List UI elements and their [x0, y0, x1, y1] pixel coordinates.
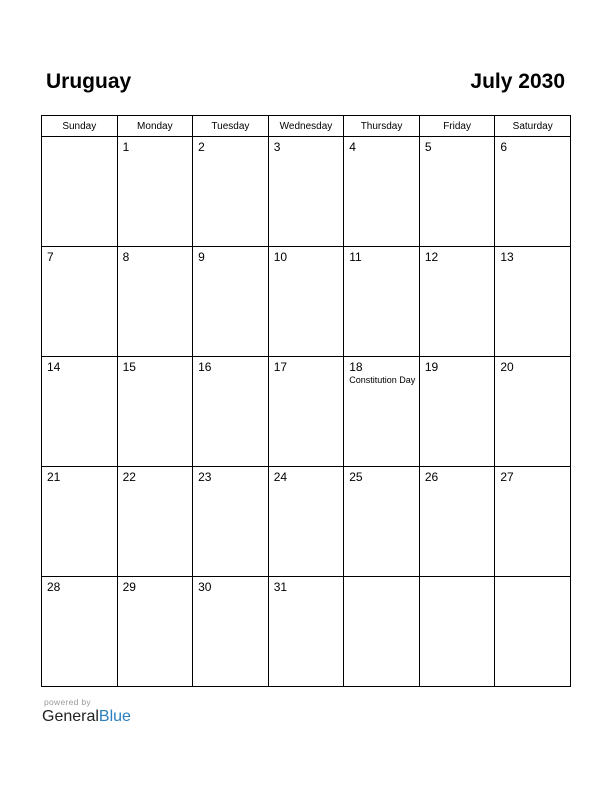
- day-number: 21: [47, 470, 61, 484]
- day-number: 30: [198, 580, 212, 594]
- weekday-saturday: Saturday: [495, 116, 571, 137]
- day-number: 26: [424, 470, 439, 484]
- day-number: 13: [500, 250, 514, 264]
- weekday-wednesday: Wednesday: [268, 116, 344, 137]
- day-cell: [117, 467, 193, 577]
- day-cell: [193, 137, 269, 247]
- day-cell: [117, 247, 193, 357]
- weekday-monday: Monday: [117, 116, 193, 137]
- week-row-4: [42, 467, 571, 577]
- day-cell: [117, 357, 193, 467]
- day-number: 22: [122, 470, 136, 484]
- day-number: [42, 137, 117, 140]
- week-row-1: [42, 137, 571, 247]
- day-cell: [419, 247, 495, 357]
- day-number: 23: [198, 470, 212, 484]
- generalblue-logo[interactable]: [42, 708, 131, 726]
- day-number: 5: [424, 140, 432, 154]
- month-year-title: July 2030: [470, 70, 565, 93]
- week-row-2: [42, 247, 571, 357]
- day-number: 19: [424, 360, 439, 374]
- weekday-friday: Friday: [419, 116, 495, 137]
- day-number: 20: [500, 360, 514, 374]
- day-number: 28: [47, 580, 61, 594]
- day-cell: [193, 577, 269, 687]
- day-number: 16: [198, 360, 212, 374]
- day-cell: [117, 137, 193, 247]
- day-cell: [42, 247, 118, 357]
- day-cell: [495, 357, 571, 467]
- day-cell: [42, 467, 118, 577]
- day-number: 9: [198, 250, 205, 264]
- day-number: 2: [198, 140, 205, 154]
- weekday-thursday: Thursday: [344, 116, 420, 137]
- day-cell: [268, 137, 344, 247]
- weekday-sunday: Sunday: [42, 116, 118, 137]
- day-cell: [344, 577, 420, 687]
- day-cell: [344, 247, 420, 357]
- day-number: 7: [47, 250, 54, 264]
- day-number: 11: [349, 250, 362, 264]
- day-cell: [193, 247, 269, 357]
- day-number: 17: [273, 360, 288, 374]
- day-cell: [495, 137, 571, 247]
- week-row-5: [42, 577, 571, 687]
- day-number: [344, 577, 419, 580]
- day-number: 31: [273, 580, 288, 594]
- day-cell: [42, 357, 118, 467]
- weekday-header-row: [42, 116, 571, 137]
- brand-general: General: [42, 708, 99, 725]
- day-number: 14: [47, 360, 61, 374]
- day-cell: [268, 577, 344, 687]
- day-cell: [495, 247, 571, 357]
- day-number: 24: [273, 470, 288, 484]
- day-number: 25: [349, 470, 363, 484]
- day-cell: [268, 247, 344, 357]
- country-title: Uruguay: [46, 70, 132, 93]
- day-number: 1: [122, 140, 130, 154]
- day-cell: [419, 467, 495, 577]
- day-number: 29: [122, 580, 136, 594]
- day-cell: [268, 467, 344, 577]
- day-cell: [268, 357, 344, 467]
- weekday-tuesday: Tuesday: [193, 116, 269, 137]
- day-number: [420, 577, 495, 580]
- day-cell: [193, 467, 269, 577]
- day-number: 4: [349, 140, 356, 154]
- day-cell: [419, 137, 495, 247]
- powered-by-text: powered by: [44, 697, 91, 707]
- day-cell: [344, 137, 420, 247]
- day-cell: [344, 467, 420, 577]
- day-number: 10: [273, 250, 288, 264]
- brand-blue: Blue: [98, 708, 131, 725]
- day-cell-holiday: [344, 357, 420, 467]
- day-cell: [42, 137, 118, 247]
- day-number: 3: [273, 140, 281, 154]
- day-cell: [419, 357, 495, 467]
- day-cell: [419, 577, 495, 687]
- holiday-label: Constitution Day: [349, 375, 416, 385]
- day-number: [495, 577, 570, 580]
- day-number: 8: [122, 250, 130, 264]
- day-number: 15: [122, 360, 136, 374]
- day-number: 27: [500, 470, 514, 484]
- day-number: 12: [424, 250, 439, 264]
- day-cell: [193, 357, 269, 467]
- day-cell: [495, 577, 571, 687]
- day-cell: [117, 577, 193, 687]
- calendar-grid: [41, 115, 571, 687]
- day-cell: [495, 467, 571, 577]
- week-row-3: [42, 357, 571, 467]
- day-cell: [42, 577, 118, 687]
- day-number: 18: [349, 360, 363, 374]
- day-number: 6: [500, 140, 508, 154]
